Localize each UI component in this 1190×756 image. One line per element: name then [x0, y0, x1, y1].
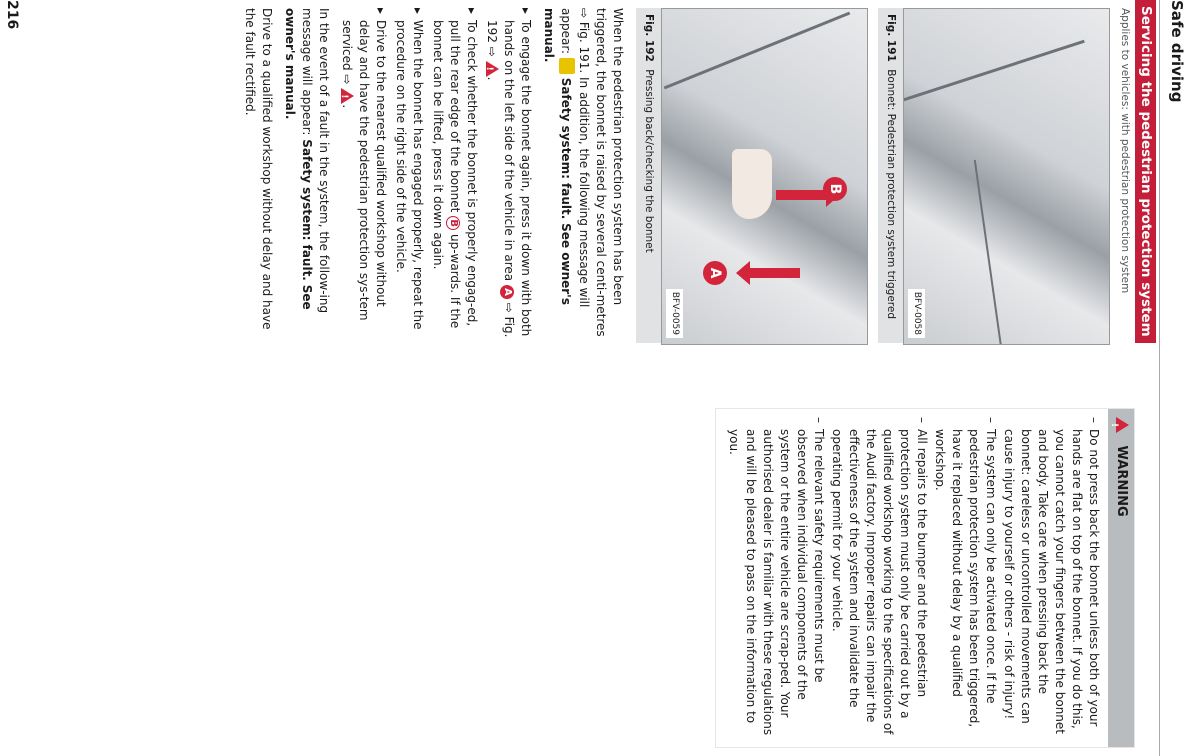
page-number: 216	[4, 0, 20, 30]
step-text: To engage the bonnet again, press it down with both hands on the left side of the vehicle in area	[502, 20, 533, 337]
arrow-b-icon	[776, 190, 828, 200]
caption-text: Bonnet: Pedestrian protection system triggered	[885, 69, 897, 320]
step-text-cont: up-wards. If the bonnet can be lifted, press it down again.	[431, 20, 462, 329]
step-item	[392, 8, 426, 343]
warning-box	[715, 408, 1135, 748]
paragraph	[281, 8, 332, 343]
arrow-a-icon	[748, 268, 800, 278]
caption-number: Fig. 191	[885, 14, 897, 62]
bonnet-edge-line	[903, 40, 1085, 102]
para-text: In the event of a fault in the system, the follow-ing message will appear:	[300, 8, 331, 314]
right-column	[715, 408, 1135, 748]
step-text: To check whether the bonnet is properly engag-ed, pull the rear edge of the bonnet	[448, 20, 479, 327]
hand-illustration	[732, 149, 772, 219]
caption-text: Pressing back/checking the bonnet	[643, 69, 655, 253]
figure-192-caption	[636, 8, 661, 343]
step-item: ▸ To engage the bonnet again, press it down with both hands on the left side of the vehicle in area A ⇨ Fig. 192 ⇨ !.	[483, 8, 534, 343]
warning-header	[1108, 409, 1134, 747]
warning-item: – All repairs to the bumper and the pedestrian protection system must only be carried out by a qualified workshop working to the specifications of the Audi factory. Improper repairs can impair the effectiveness of the system and invalidate the operating permit for your vehicle.	[828, 417, 930, 739]
section-title: Servicing the pedestrian protection system	[1135, 0, 1156, 343]
figure-192-image	[661, 8, 868, 345]
warning-triangle-icon	[1116, 417, 1129, 433]
step-item	[429, 8, 480, 343]
left-column	[235, 8, 1156, 343]
step-text: Drive to the nearest qualified workshop without delay and have the pedestrian protection sys-tem serviced ⇨	[340, 20, 388, 321]
warning-triangle-icon	[486, 61, 499, 77]
step-text: When the bonnet has engaged properly, repeat the procedure on the right side of the vehicle.	[394, 20, 425, 330]
see-manual: See owner's manual.	[283, 8, 314, 310]
message-text: Safety system: fault.	[300, 139, 314, 281]
marker-a: A	[500, 285, 514, 299]
warning-body	[716, 409, 1108, 747]
header-rule	[1159, 0, 1160, 756]
applies-note: Applies to vehicles: with pedestrian protection system	[1119, 8, 1131, 294]
figure-code: BFV-0058	[908, 289, 925, 338]
paragraph: Drive to a qualified workshop without delay and have the fault rectified.	[243, 8, 274, 330]
safety-system-icon	[559, 58, 575, 74]
step-ref: ⇨ Fig. 192 ⇨	[485, 20, 516, 338]
warning-item: – Do not press back the bonnet unless both of your hands are flat on top of the bonnet. If you do this, you cannot catch your fingers between the bonnet and body. Take care when pressing back the bonnet: careless or uncontrolled movements can cause injury to yourself or others - risk of injury!	[1000, 417, 1102, 739]
marker-b: B	[446, 216, 460, 230]
caption-number: Fig. 192	[643, 14, 655, 62]
para-text: When the pedestrian protection system has been triggered, the bonnet is raised by several centi-metres ⇨ Fig. 191. In addition, the following message will appear:	[559, 8, 625, 337]
see-manual: See owner's manual.	[542, 8, 573, 305]
figure-191-caption	[878, 8, 903, 343]
paragraph	[540, 8, 626, 343]
bonnet-gap-line	[974, 160, 1002, 345]
step-item: ▸ Drive to the nearest qualified workshop without delay and have the pedestrian protection sys-tem serviced ⇨ !.	[338, 8, 389, 343]
warning-triangle-icon	[341, 88, 354, 104]
figure-code: BFV-0059	[666, 289, 683, 338]
warning-title: WARNING	[1114, 445, 1129, 517]
message-text: Safety system: fault.	[559, 77, 573, 220]
warning-item: – The system can only be activated once. If the pedestrian protection system has been triggered, have it replaced without delay by a qualified workshop.	[931, 417, 999, 739]
label-a-badge: A	[703, 261, 727, 285]
running-header: Safe driving	[1168, 0, 1186, 103]
bonnet-edge-line	[664, 12, 851, 90]
label-b-badge: B	[823, 177, 847, 201]
figure-191-image	[903, 8, 1110, 345]
warning-item: – The relevant safety requirements must be observed when individual components of the system or the entire vehicle are scrap-ped. Your authorised dealer is familiar with these regulations and will be pleased to pass on the information to you.	[725, 417, 827, 739]
